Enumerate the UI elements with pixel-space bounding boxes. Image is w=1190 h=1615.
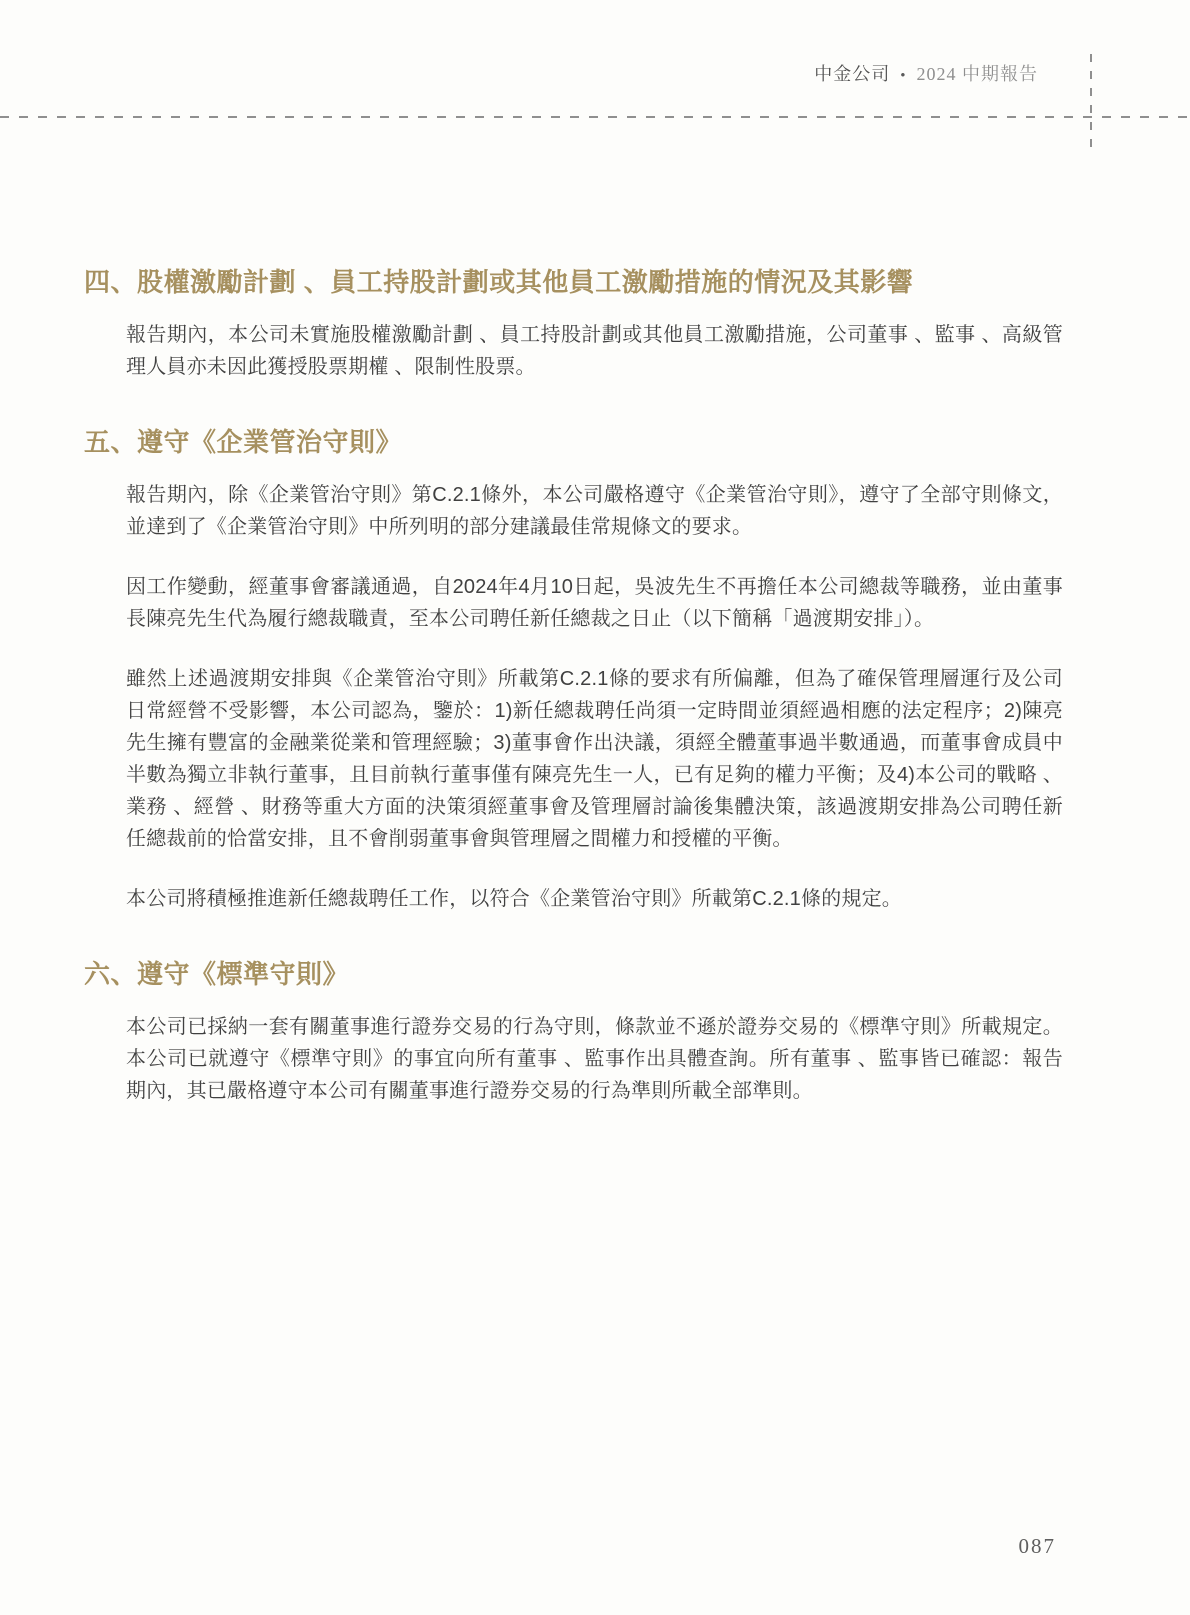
section-heading-5: 五、遵守《企業管治守則》	[84, 427, 403, 457]
header-report-title: 2024 中期報告	[916, 64, 1038, 84]
section-5-paragraph-2: 因工作變動，經董事會審議通過，自2024年4月10日起，吳波先生不再擔任本公司總裁等職務，並由董事長陳亮先生代為履行總裁職責，至本公司聘任新任總裁之日止（以下簡稱「過渡期安排」）。	[126, 576, 1063, 630]
section-5-paragraph-1: 報告期內，除《企業管治守則》第C.2.1條外，本公司嚴格遵守《企業管治守則》，遵守了全部守則條文，並達到了《企業管治守則》中所列明的部分建議最佳常規條文的要求。	[126, 484, 1063, 538]
page-number: 087	[1018, 1534, 1056, 1558]
section-6-paragraph: 本公司已採納一套有關董事進行證券交易的行為守則，條款並不遜於證券交易的《標準守則》所載規定。本公司已就遵守《標準守則》的事宜向所有董事 、監事作出具體查詢。所有董事 、監事皆已確認：報告期內，其已嚴格遵守本公司有關董事進行證券交易的行為準則所載全部準則。	[126, 1016, 1063, 1102]
section-heading-6: 六、遵守《標準守則》	[84, 959, 350, 989]
vertical-dashed-rule	[1090, 54, 1092, 152]
header-company-name: 中金公司	[814, 64, 891, 84]
section-heading-4: 四、股權激勵計劃 、員工持股計劃或其他員工激勵措施的情況及其影響	[84, 267, 914, 297]
header-bullet-separator: •	[900, 68, 907, 84]
section-4-paragraph: 報告期內，本公司未實施股權激勵計劃 、員工持股計劃或其他員工激勵措施，公司董事 、監事 、高級管理人員亦未因此獲授股票期權 、限制性股票。	[126, 324, 1063, 378]
section-5-paragraph-4: 本公司將積極推進新任總裁聘任工作，以符合《企業管治守則》所載第C.2.1條的規定。	[126, 888, 903, 910]
section-5-paragraph-3: 雖然上述過渡期安排與《企業管治守則》所載第C.2.1條的要求有所偏離，但為了確保管理層運行及公司日常經營不受影響，本公司認為，鑒於：1)新任總裁聘任尚須一定時間並須經過相應的法定程序；2)陳亮先生擁有豐富的金融業從業和管理經驗；3)董事會作出決議，須經全體董事過半數通過，而董事會成員中半數為獨立非執行董事，且目前執行董事僅有陳亮先生一人，已有足夠的權力平衡；及4)本公司的戰略 、業務 、經營 、財務等重大方面的決策須經董事會及管理層討論後集體決策，該過渡期安排為公司聘任新任總裁前的恰當安排，且不會削弱董事會與管理層之間權力和授權的平衡。	[126, 668, 1063, 850]
page-content	[84, 0, 1063, 1135]
